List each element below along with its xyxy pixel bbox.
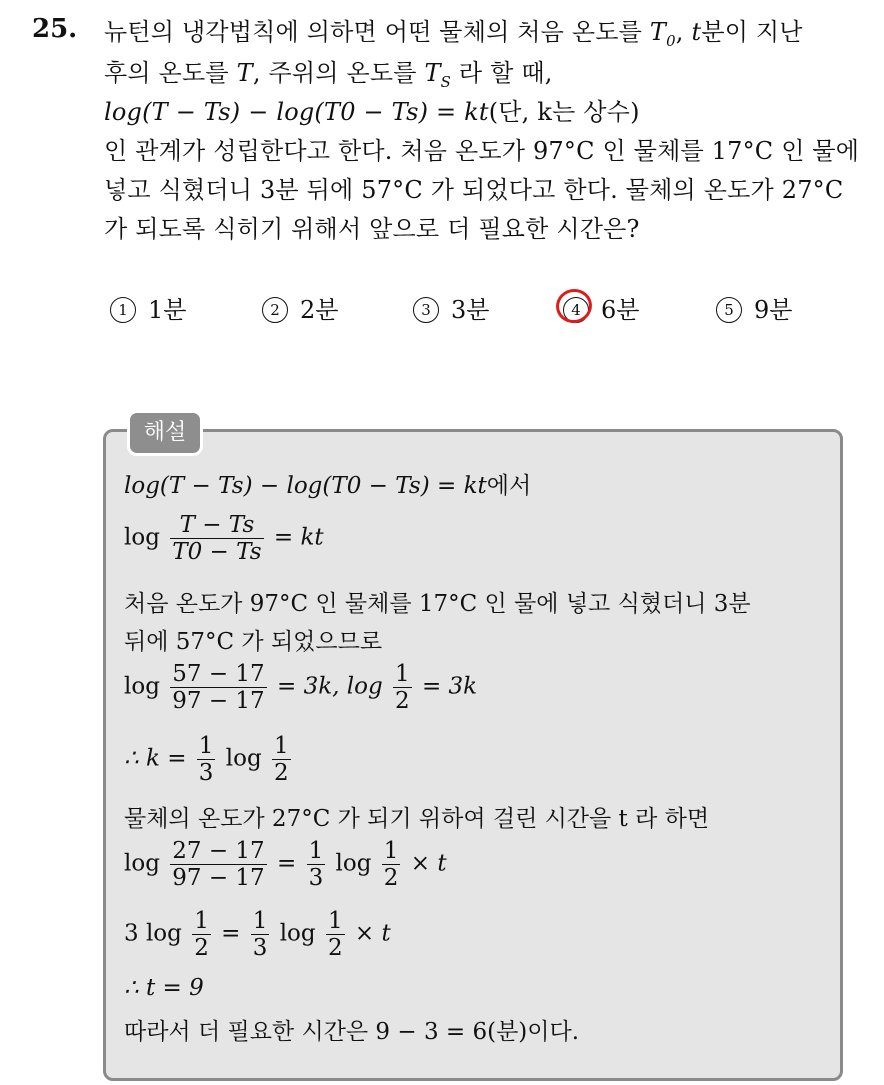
choice-number-icon: 1	[110, 297, 136, 323]
question-line-5: 넣고 식혔더니 3분 뒤에 57°C 가 되었다고 한다. 물체의 온도가 27°C	[104, 176, 844, 204]
solution-conclusion: 따라서 더 필요한 시간은 9 − 3 = 6(분)이다.	[124, 1019, 580, 1045]
question-line-4: 인 관계가 성립한다고 한다. 처음 온도가 97°C 인 물체를 17°C 인 물에	[104, 137, 860, 165]
question-line-6: 가 되도록 식히기 위해서 앞으로 더 필요한 시간은?	[104, 215, 640, 243]
choice-number-icon: 3	[413, 297, 439, 323]
question-equation: log(T − Ts) − log(T0 − Ts) = kt(단, k는 상수)	[104, 98, 640, 126]
question-line-2: 후의 온도를 T, 주위의 온도를 $T_S$ 라 할 때,	[104, 59, 553, 91]
solution-eq-2: log $\frac{T - Ts}{T0 - Ts}$ = kt	[124, 512, 324, 565]
solution-tab-label: 해설	[127, 410, 203, 456]
fraction: $\frac{1}{2}$	[327, 908, 343, 961]
symbol-T0: $T_0$	[649, 18, 676, 50]
question-text: 뉴턴의 냉각법칙에 의하면 어떤 물체의 처음 온도를	[104, 18, 643, 46]
fraction: $\frac{1}{3}$	[198, 733, 214, 786]
choice-5[interactable]: 5 9분	[716, 290, 792, 325]
choice-1[interactable]: 1 1분	[110, 290, 186, 325]
fraction: $\frac{1}{3}$	[252, 908, 268, 961]
question-number: 25.	[32, 14, 78, 44]
fraction: $\frac{1}{2}$	[383, 838, 399, 891]
choice-4[interactable]: 4 6분	[563, 290, 639, 325]
solution-eq-5: log $\frac{27 - 17}{97 - 17}$ = $\frac{1}{3}$ log $\frac{1}{2}$ × t	[124, 838, 447, 891]
answer-choices	[0, 290, 884, 330]
fraction: $\frac{T - Ts}{T0 - Ts}$	[172, 512, 262, 565]
fraction: $\frac{1}{3}$	[308, 838, 324, 891]
solution-eq-6: 3 log $\frac{1}{2}$ = $\frac{1}{3}$ log $\frac{1}{2}$ × t	[124, 908, 391, 961]
question-line-1: 뉴턴의 냉각법칙에 의하면 어떤 물체의 처음 온도를 $T_0$, t분이 지난	[104, 18, 803, 50]
symbol-t: t	[691, 18, 702, 46]
solution-text-2: 뒤에 57°C 가 되었으므로	[124, 629, 383, 655]
solution-text-1: 처음 온도가 97°C 인 물체를 17°C 인 물에 넣고 식혔더니 3분	[124, 591, 751, 617]
choice-2[interactable]: 2 2분	[262, 290, 338, 325]
solution-text-3: 물체의 온도가 27°C 가 되기 위하여 걸린 시간을 t 라 하면	[124, 806, 710, 832]
solution-eq-3: log $\frac{57 - 17}{97 - 17}$ = 3k, log $\frac{1}{2}$ = 3k	[124, 661, 478, 714]
fraction: $\frac{27 - 17}{97 - 17}$	[172, 838, 265, 891]
fraction: $\frac{57 - 17}{97 - 17}$	[172, 661, 265, 714]
fraction: $\frac{1}{2}$	[273, 733, 289, 786]
solution-eq-4: ∴ k = $\frac{1}{3}$ log $\frac{1}{2}$	[124, 733, 289, 786]
choice-number-icon: 2	[262, 297, 288, 323]
choice-number-icon: 4	[563, 297, 589, 323]
choice-number-icon: 5	[716, 297, 742, 323]
symbol-T: T	[236, 59, 253, 87]
fraction: $\frac{1}{2}$	[395, 661, 410, 714]
solution-eq-1: log(T − Ts) − log(T0 − Ts) = kt에서	[124, 473, 532, 499]
solution-eq-7: ∴ t = 9	[124, 975, 204, 1001]
choice-3[interactable]: 3 3분	[413, 290, 489, 325]
fraction: $\frac{1}{2}$	[194, 908, 209, 961]
symbol-Ts: $T_S$	[424, 59, 452, 91]
